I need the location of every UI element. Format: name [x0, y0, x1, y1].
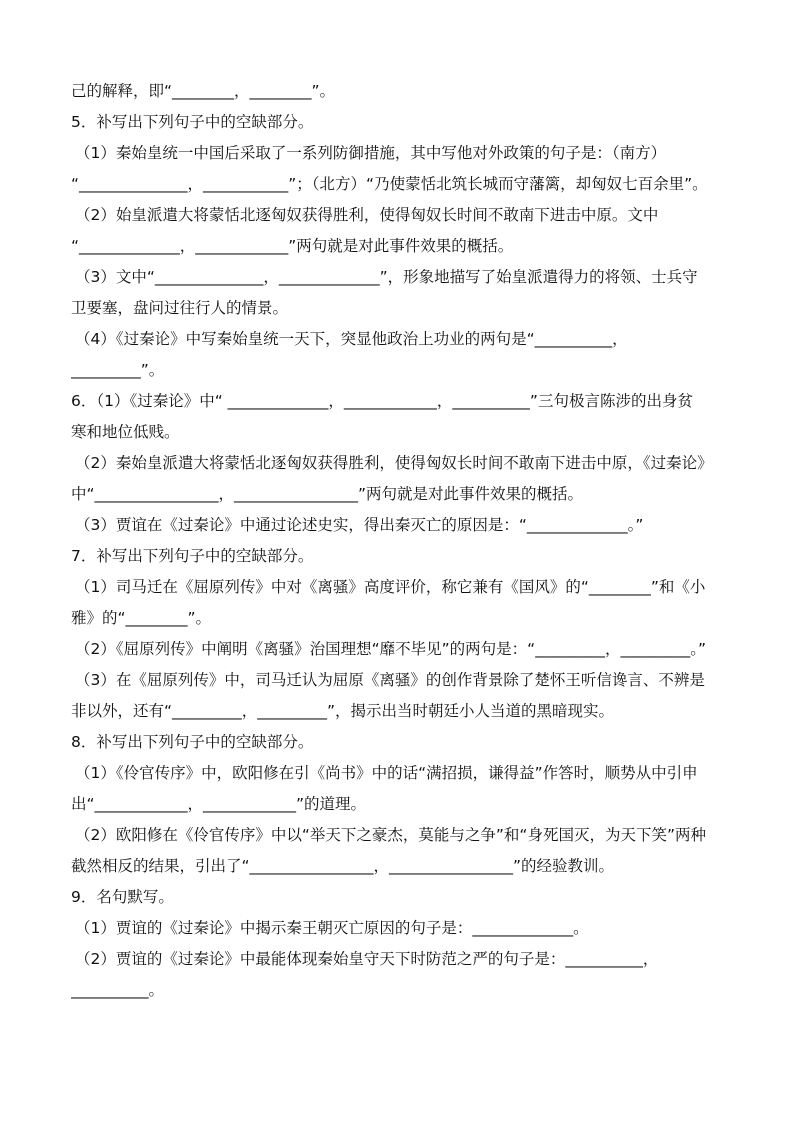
- text-line: （2）秦始皇派遣大将蒙恬北逐匈奴获得胜利，使得匈奴长时间不敢南下进击中原，《过秦论》: [75, 454, 713, 472]
- text-line: （2）贾谊的《过秦论》中最能体现秦始皇守天下时防范之严的句子是：__________，: [75, 950, 659, 968]
- text-line: “_____________，____________”两句就是对此事件效果的概括。: [71, 237, 514, 255]
- text-line: 雅》的“________”。: [71, 609, 212, 627]
- question-heading: 8．补写出下列句子中的空缺部分。: [71, 733, 314, 751]
- text-line: 非以外，还有“_________，_________”，揭示出当时朝廷小人当道的黑暗现实。: [71, 702, 615, 720]
- text-line: （2）始皇派遣大将蒙恬北逐匈奴获得胜利，使得匈奴长时间不敢南下进击中原。文中: [75, 206, 659, 224]
- text-line: 截然相反的结果，引出了“________________，________________”的经验教训。: [71, 857, 615, 875]
- text-line: 己的解释，即“________，________”。: [71, 82, 336, 100]
- text-line: 出“____________，____________”的道理。: [71, 795, 367, 813]
- text-line: （1）秦始皇统一中国后采取了一系列防御措施，其中写他对外政策的句子是：（南方）: [75, 144, 667, 162]
- text-line: 中“________________，________________”两句就是对此事件效果的概括。: [71, 485, 584, 503]
- text-line: 寒和地位低贱。: [71, 423, 180, 441]
- question-heading: 5．补写出下列句子中的空缺部分。: [71, 113, 314, 131]
- text-line: （3）在《屈原列传》中，司马迁认为屈原《离骚》的创作背景除了楚怀王听信谗言、不辨是: [75, 671, 705, 689]
- question-heading: 6．（1）《过秦论》中“ _____________，____________，__________”三句极言陈涉的出身贫: [71, 392, 693, 410]
- text-line: （1）贾谊的《过秦论》中揭示秦王朝灭亡原因的句子是：_____________。: [75, 919, 589, 937]
- text-line: “______________，___________”；（北方）“乃使蒙恬北筑长城而守藩篱，却匈奴七百余里”。: [71, 175, 708, 193]
- text-line: （2）《屈原列传》中阐明《离骚》治国理想“靡不毕见”的两句是：“_________，_________。”: [75, 640, 706, 658]
- text-line: _________”。: [71, 361, 165, 379]
- text-line: 卫要塞，盘问过往行人的情景。: [71, 299, 289, 317]
- text-line: （2）欧阳修在《伶官传序》中以“举天下之豪杰，莫能与之争”和“身死国灭，为天下笑”两种: [75, 826, 706, 844]
- question-heading: 7．补写出下列句子中的空缺部分。: [71, 547, 314, 565]
- question-heading: 9．名句默写。: [71, 888, 174, 906]
- text-line: （1）司马迁在《屈原列传》中对《离骚》高度评价，称它兼有《国风》的“________”和《小: [75, 578, 706, 596]
- text-line: （4）《过秦论》中写秦始皇统一天下，突显他政治上功业的两句是“__________，: [75, 330, 628, 348]
- text-line: （1）《伶官传序》中，欧阳修在引《尚书》中的话“满招损，谦得益”作答时，顺势从中引申: [75, 764, 698, 782]
- text-line: （3）文中“______________，_____________”，形象地描写了始皇派遣得力的将领、士兵守: [75, 268, 698, 286]
- text-line: __________。: [71, 981, 165, 999]
- text-line: （3）贾谊在《过秦论》中通过论述史实，得出秦灭亡的原因是：“_____________。”: [75, 516, 644, 534]
